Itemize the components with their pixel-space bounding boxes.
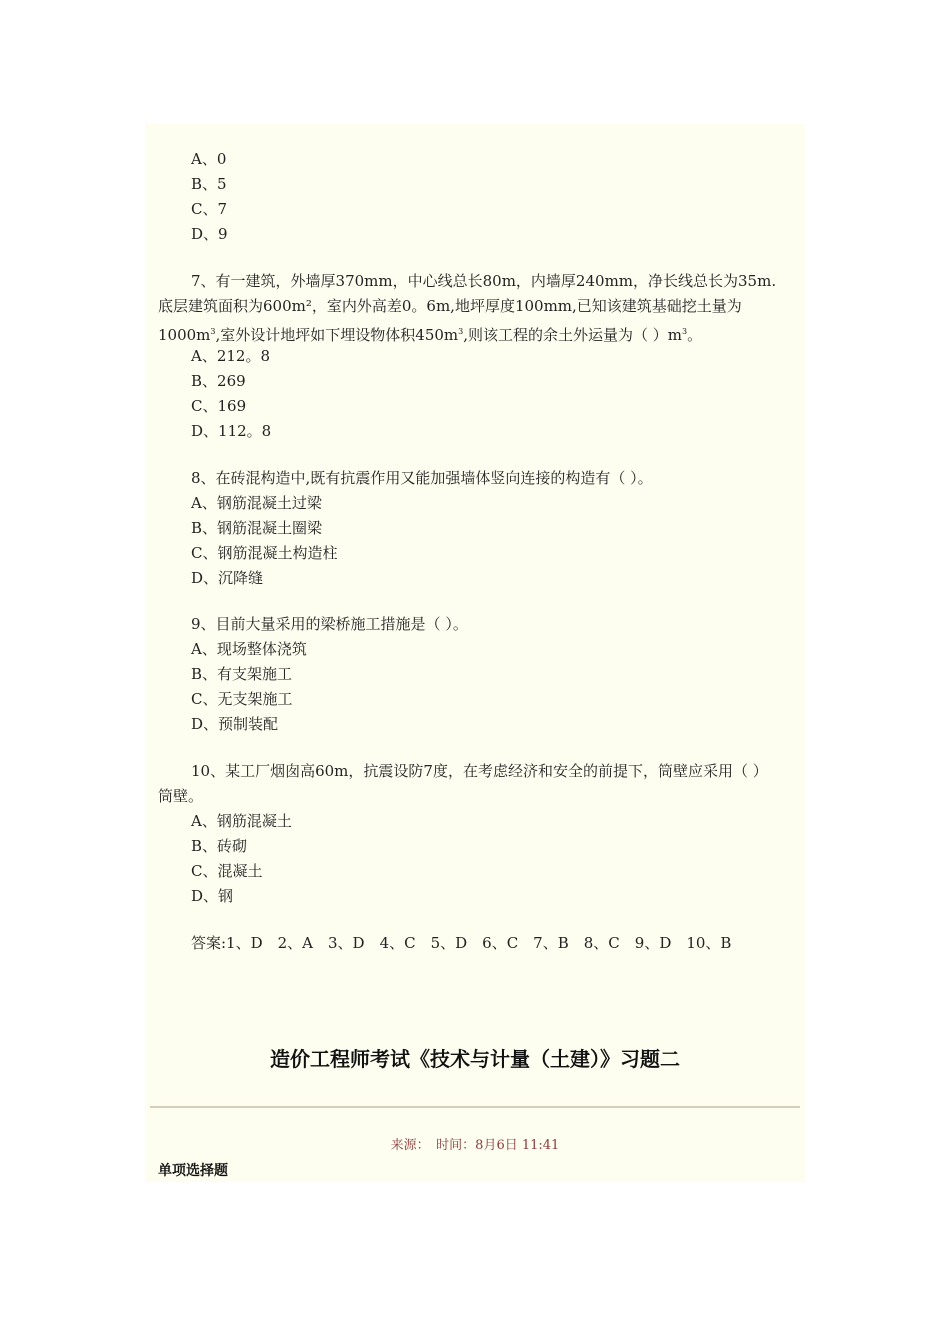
- q8-question: 8、在砖混构造中,既有抗震作用又能加强墙体竖向连接的构造有（ ）。: [191, 469, 653, 487]
- q7-option-b: B、269: [191, 372, 246, 390]
- q10-option-b: B、砖砌: [191, 837, 248, 855]
- q10-question: 10、某工厂烟囱高60m，抗震设防7度，在考虑经济和安全的前提下，筒壁应采用（ ）筒壁。: [158, 762, 768, 805]
- q8-option-a: A、钢筋混凝土过梁: [191, 494, 322, 512]
- q10-option-c: C、混凝土: [191, 862, 263, 880]
- answer-key: 答案:1、D 2、A 3、D 4、C 5、D 6、C 7、B 8、C 9、D 10、B: [191, 934, 732, 952]
- q8-option-b: B、钢筋混凝土圈梁: [191, 519, 323, 537]
- q6-option-d: D、9: [191, 225, 228, 243]
- q8-option-c: C、钢筋混凝土构造柱: [191, 544, 338, 562]
- q9-option-d: D、预制装配: [191, 715, 279, 733]
- q7-question: 7、有一建筑，外墙厚370mm，中心线总长80m，内墙厚240mm，净长线总长为35m.底层建筑面积为600m²，室内外高差0。6m,地坪厚度100mm,已知该建筑基础挖土量为$1000m^3$,室外设计地坪如下埋设物体积$450m^3$,则该工程的余土外运量为（ ）$m^3$。: [158, 272, 777, 344]
- q9-option-c: C、无支架施工: [191, 690, 293, 708]
- article-meta: 来源： 时间：8月6日 11:41: [390, 1138, 560, 1153]
- section-heading: 单项选择题: [158, 1163, 228, 1179]
- q9-option-b: B、有支架施工: [191, 665, 293, 683]
- q9-option-a: A、现场整体浇筑: [191, 640, 307, 658]
- q7-option-c: C、169: [191, 397, 247, 415]
- q7-option-d: D、112。8: [191, 422, 272, 440]
- q10-option-d: D、钢: [191, 887, 234, 905]
- q6-option-c: C、7: [191, 200, 228, 218]
- q7-option-a: A、212。8: [191, 347, 271, 365]
- divider: [150, 1106, 800, 1108]
- q8-option-d: D、沉降缝: [191, 569, 264, 587]
- article-title: 造价工程师考试《技术与计量（土建）》习题二: [270, 1047, 680, 1071]
- q10-option-a: A、钢筋混凝土: [191, 812, 292, 830]
- q6-option-b: B、5: [191, 175, 227, 193]
- q6-option-a: A、0: [191, 150, 227, 168]
- q9-question: 9、目前大量采用的梁桥施工措施是（ ）。: [191, 615, 468, 633]
